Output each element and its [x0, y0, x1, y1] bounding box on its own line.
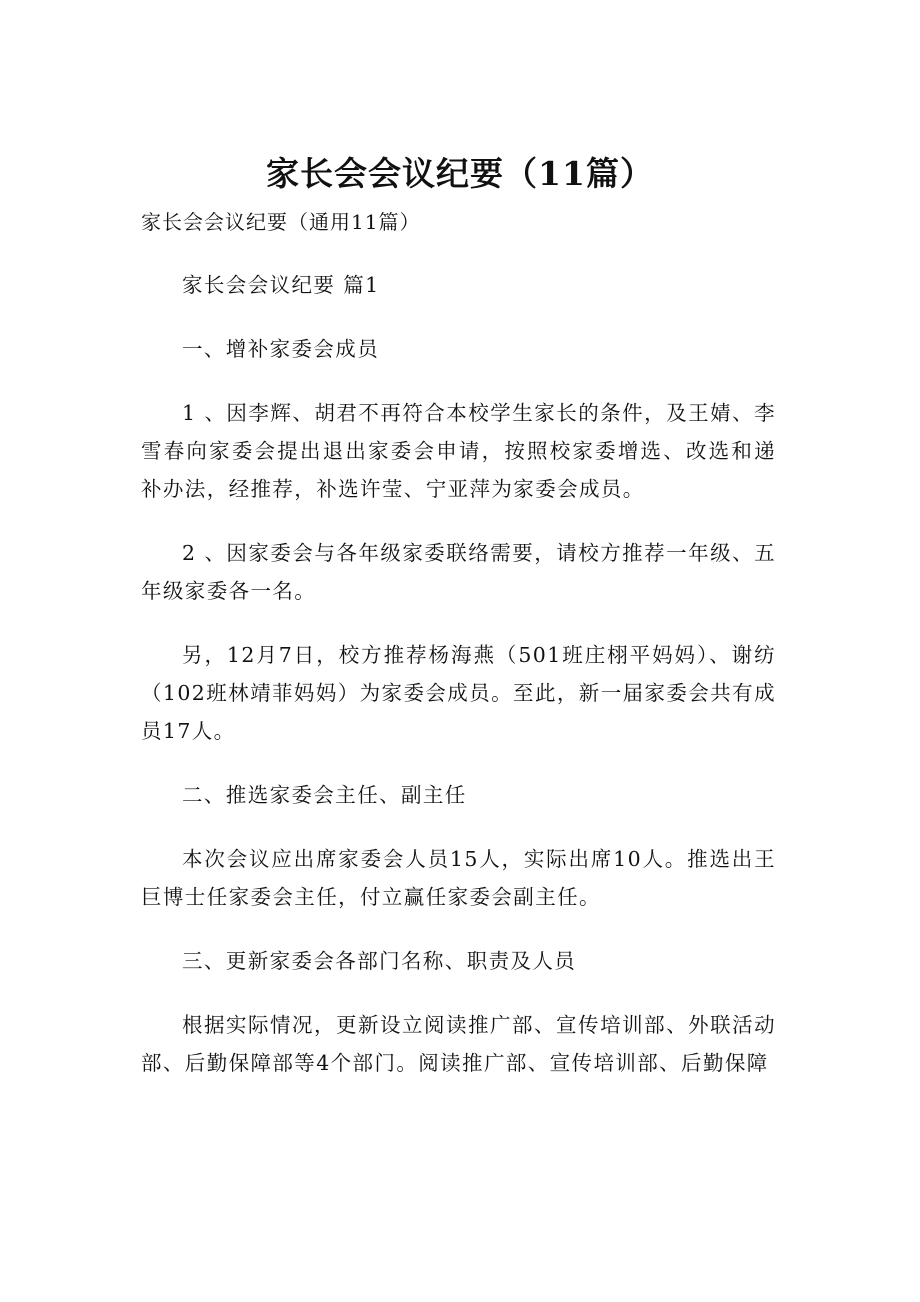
document-subtitle: 家长会会议纪要（通用11篇） — [141, 210, 421, 234]
section-heading-2: 二、推选家委会主任、副主任 — [182, 783, 467, 807]
paragraph: 1 、因李辉、胡君不再符合本校学生家长的条件，及王婧、李雪春向家委会提出退出家委会申请，按照校家委增选、改选和递补办法，经推荐，补选许莹、宁亚萍为家委会成员。 — [141, 401, 776, 501]
paragraph: 另，12月7日，校方推荐杨海燕（501班庄栩平妈妈）、谢纺（102班林靖菲妈妈）为家委会成员。至此，新一届家委会共有成员17人。 — [141, 643, 776, 743]
document-title: 家长会会议纪要（11篇） — [266, 154, 654, 193]
document-body — [141, 266, 776, 1108]
section-heading-1: 一、增补家委会成员 — [182, 337, 380, 361]
paragraph: 本次会议应出席家委会人员15人，实际出席10人。推选出王巨博士任家委会主任，付立赢任家委会副主任。 — [141, 847, 776, 909]
section-heading-part1: 家长会会议纪要 篇1 — [182, 273, 380, 297]
section-heading-3: 三、更新家委会各部门名称、职责及人员 — [182, 949, 577, 973]
paragraph: 根据实际情况，更新设立阅读推广部、宣传培训部、外联活动部、后勤保障部等4个部门。阅读推广部、宣传培训部、后勤保障 — [141, 1013, 776, 1075]
paragraph: 2 、因家委会与各年级家委联络需要，请校方推荐一年级、五年级家委各一名。 — [141, 541, 776, 603]
